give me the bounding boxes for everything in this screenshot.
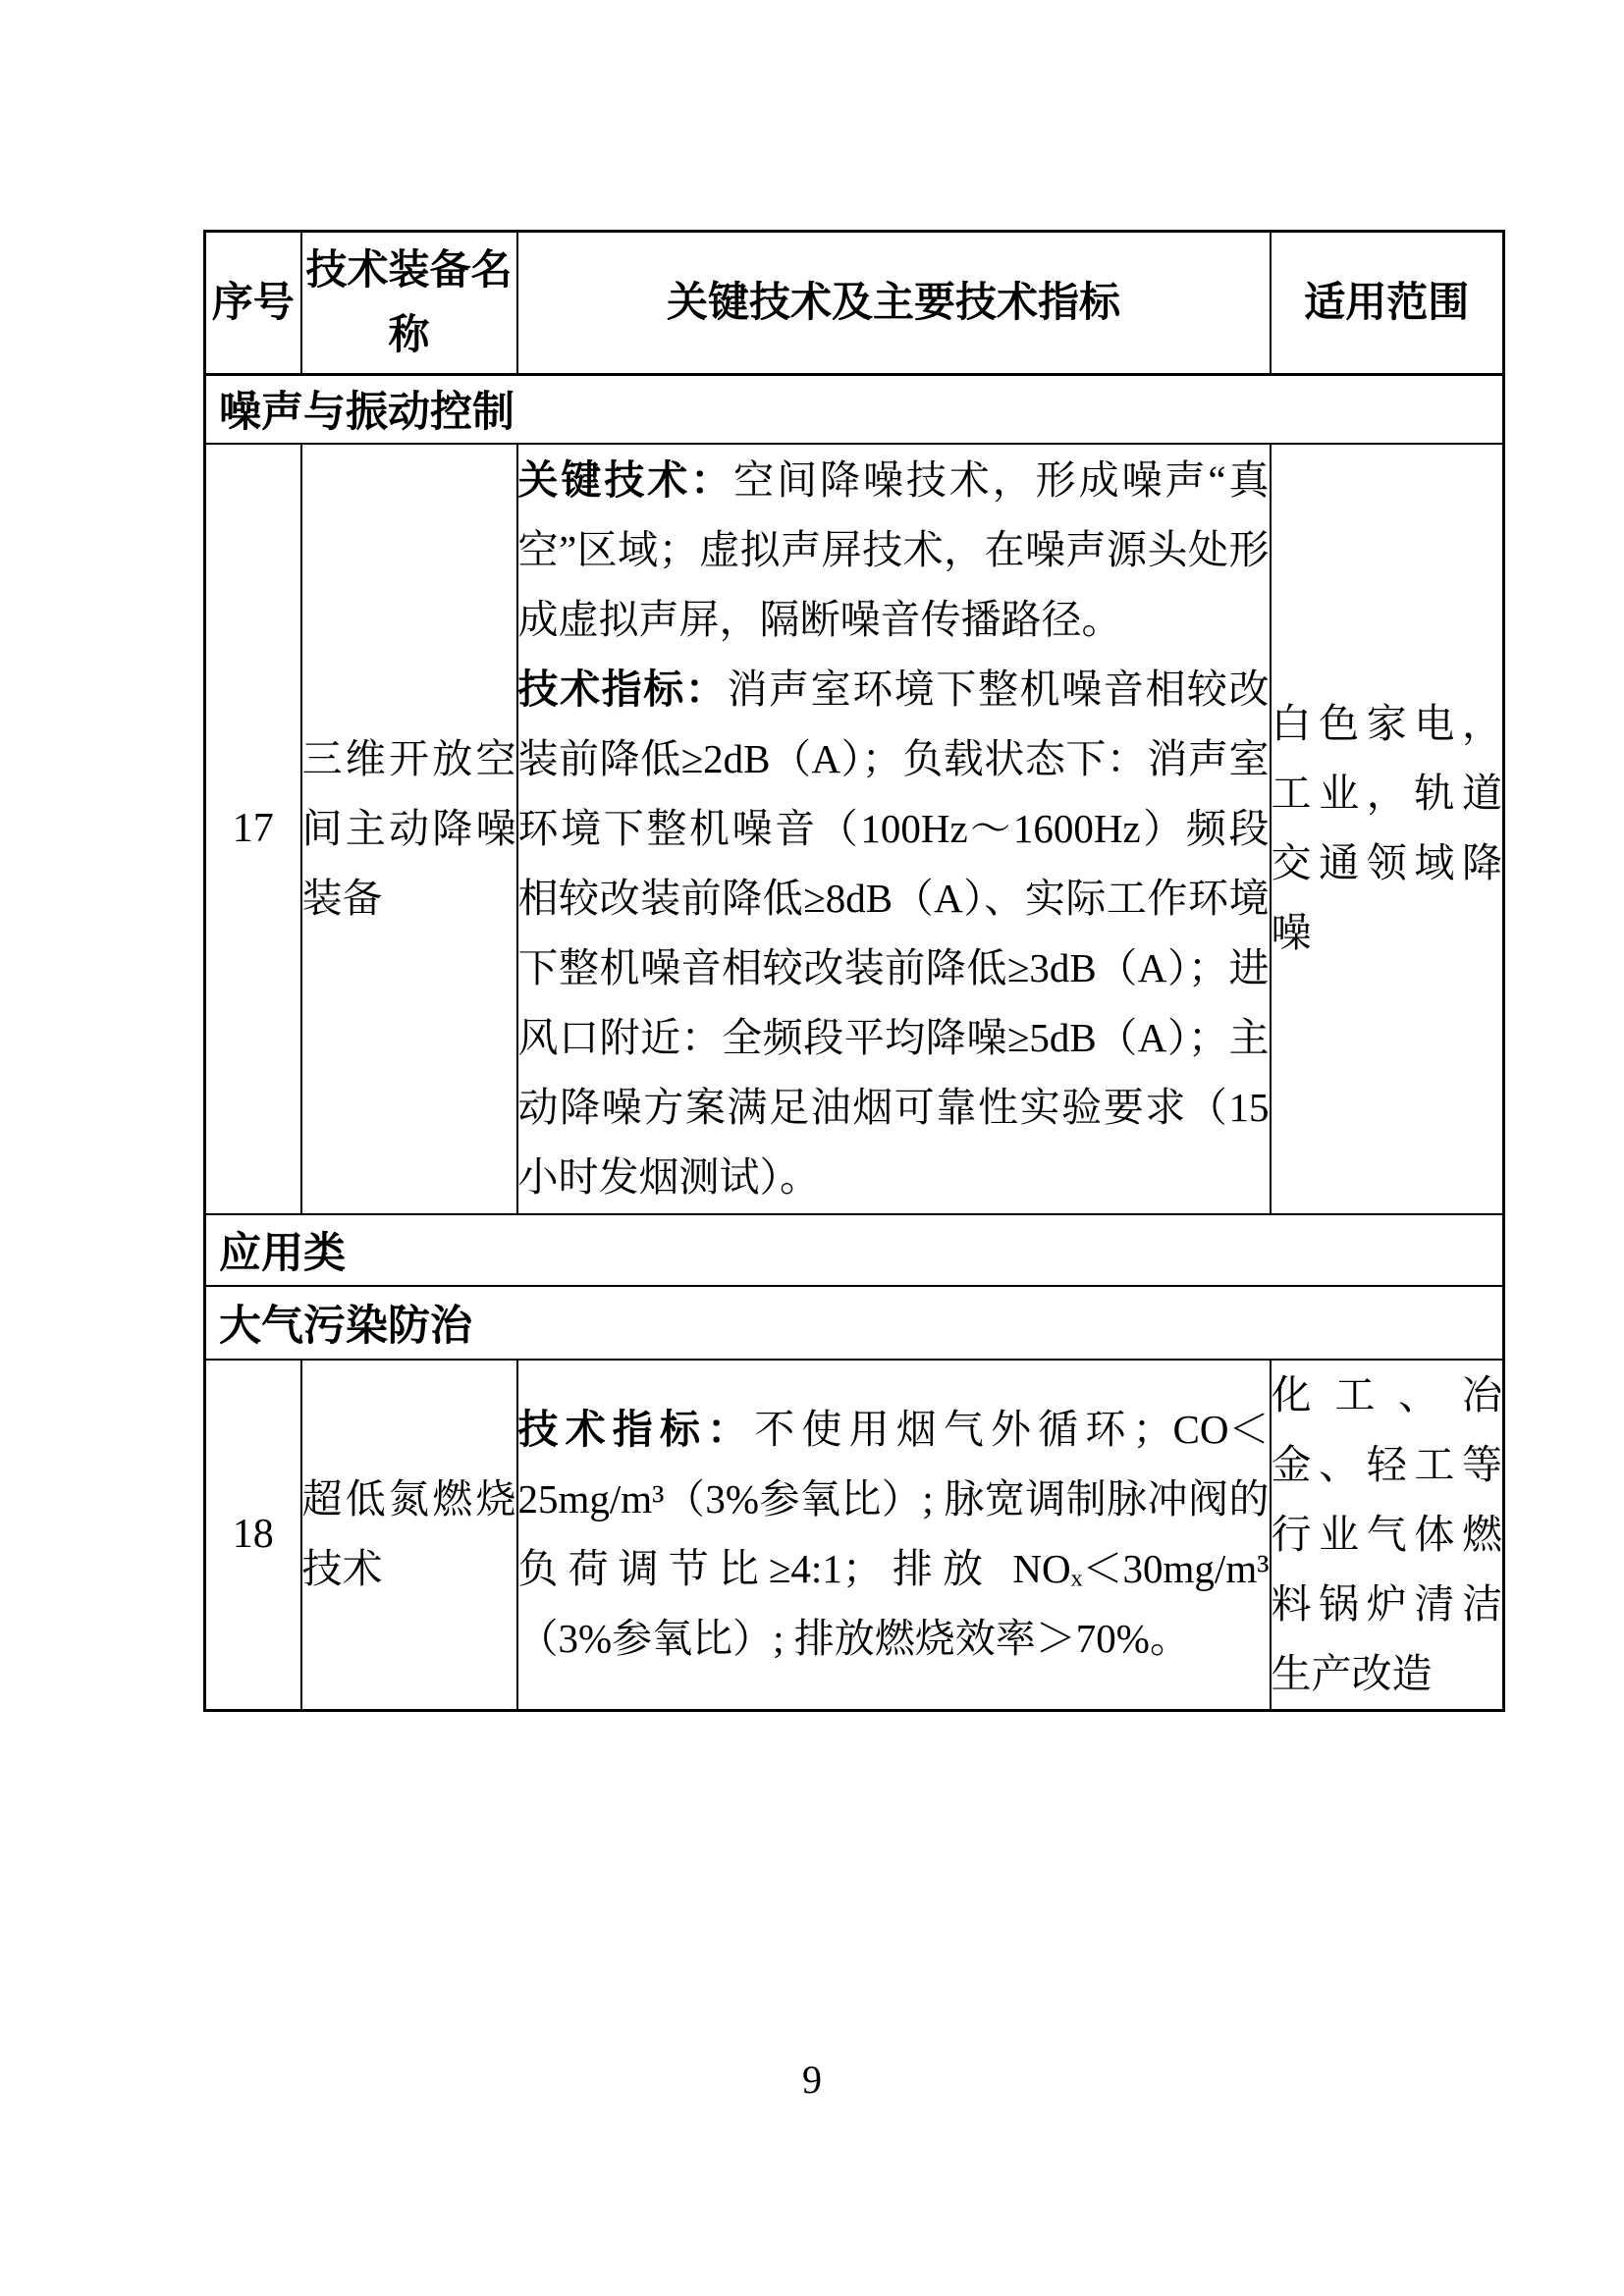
- tech-equipment-table: [203, 230, 1505, 1712]
- row17-equipment-name: 三维开放空间主动降噪装备: [301, 444, 517, 1214]
- section-title-noise-control: 噪声与振动控制: [205, 375, 1504, 444]
- row17-serial-number: 17: [205, 444, 301, 1214]
- row18-scope: 化工、冶金、轻工等行业气体燃料锅炉清洁生产改造: [1271, 1360, 1504, 1711]
- row17-key-tech: [517, 444, 1271, 1214]
- section-row-noise-control: [205, 375, 1504, 444]
- section-title-air-pollution: 大气污染防治: [205, 1286, 1504, 1360]
- row17-key-tech-label: 关键技术：: [517, 456, 734, 503]
- row18-serial-number: 18: [205, 1360, 301, 1711]
- row17-key-tech-text: 空间降噪技术，形成噪声“真空”区域；虚拟声屏技术，在噪声源头处形成虚拟声屏，隔断噪音传播路径。: [517, 456, 1270, 642]
- header-key-tech: 关键技术及主要技术指标: [517, 232, 1271, 375]
- header-serial-number: 序号: [205, 232, 301, 375]
- header-scope: 适用范围: [1271, 232, 1504, 375]
- table-header-row: [205, 232, 1504, 375]
- row17-indicators-text: 消声室环境下整机噪音相较改装前降低≥2dB（A）；负载状态下：消声室环境下整机噪音（100Hz～1600Hz）频段相较改装前降低≥8dB（A）、实际工作环境下整机噪音相较改装前降低≥3dB（A）；进风口附近：全频段平均降噪≥5dB（A）；主动降噪方案满足油烟可靠性实验要求（15 小时发烟测试）。: [517, 666, 1270, 1200]
- table-row-17: [205, 444, 1504, 1214]
- row17-paragraph-indicators: [518, 655, 1270, 1212]
- section-row-application: [205, 1214, 1504, 1286]
- row18-equipment-name: 超低氮燃烧技术: [301, 1360, 517, 1711]
- row17-indicators-label: 技术指标：: [517, 666, 728, 712]
- row17-scope: 白色家电，工业，轨道交通领域降噪: [1271, 444, 1504, 1214]
- row18-indicators-label: 技术指标：: [517, 1407, 755, 1452]
- row18-key-tech: [517, 1360, 1271, 1711]
- section-row-air-pollution: [205, 1286, 1504, 1360]
- section-title-application: 应用类: [205, 1214, 1504, 1286]
- table-row-18: [205, 1360, 1504, 1711]
- row17-paragraph-key-tech: [518, 446, 1270, 655]
- header-equipment-name: 技术装备名称: [301, 232, 517, 375]
- row18-paragraph-indicators: [518, 1395, 1270, 1674]
- row18-indicators-text: 不使用烟气外循环；CO＜25mg/m³（3%参氧比）; 脉宽调制脉冲阀的负荷调节比≥4:1；排放 NOₓ＜30mg/m³（3%参氧比）; 排放燃烧效率＞70%。: [517, 1407, 1270, 1661]
- page-number: 9: [802, 2057, 822, 2102]
